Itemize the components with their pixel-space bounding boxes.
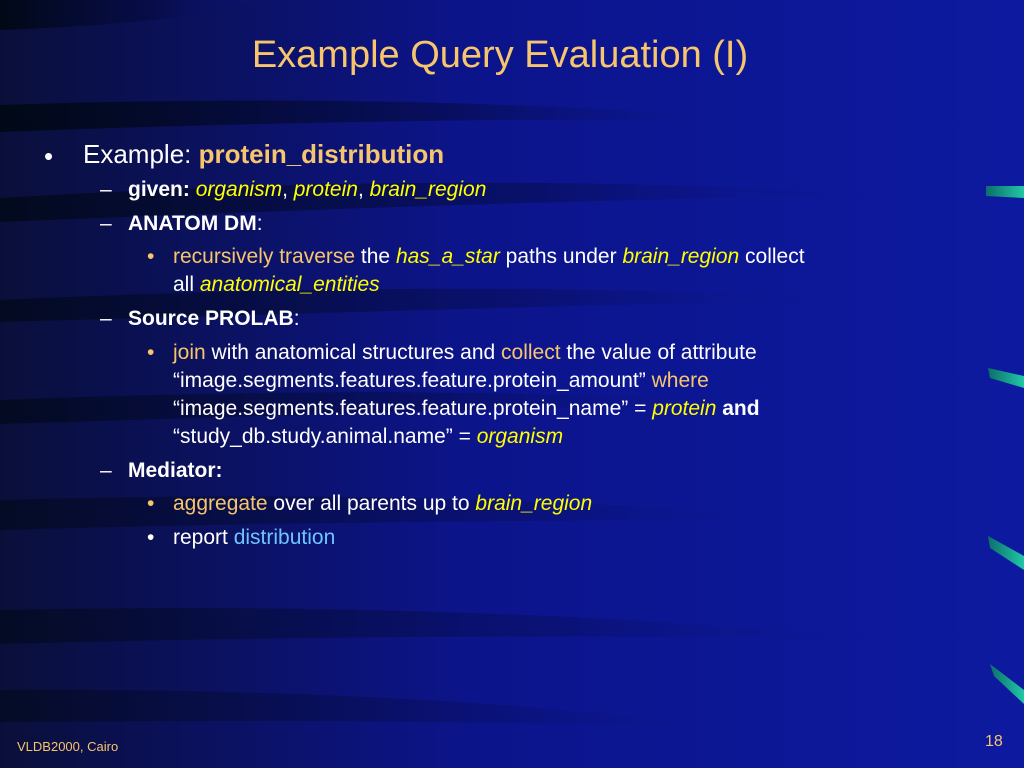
aggregate-verb: aggregate	[173, 492, 268, 515]
anatom-item-line2	[173, 271, 380, 299]
source-label: Source PROLAB	[128, 307, 294, 330]
brain-region-ref: brain_region	[475, 492, 593, 515]
source-colon: :	[293, 307, 300, 330]
anatomical-entities: anatomical_entities	[199, 273, 380, 296]
bullet-marker: •	[147, 341, 155, 364]
organism-ref: organism	[476, 425, 564, 448]
text-fragment: all	[173, 273, 200, 296]
text-fragment: with anatomical structures and	[205, 341, 502, 364]
dash-marker: –	[100, 459, 112, 482]
anatom-item-line1	[173, 243, 805, 271]
report-text: report	[173, 526, 234, 549]
has-a-star: has_a_star	[395, 245, 500, 268]
given-line	[128, 177, 486, 203]
mediator-item1	[173, 490, 592, 518]
text-fragment: the	[355, 245, 396, 268]
slide-title: Example Query Evaluation (I)	[251, 34, 749, 76]
animal-name-attr: “study_db.study.animal.name” =	[173, 425, 477, 448]
anatom-label: ANATOM DM	[128, 212, 257, 235]
text-fragment: over all parents up to	[267, 492, 476, 515]
query-name: protein_distribution	[198, 139, 445, 169]
text-fragment: paths under	[499, 245, 623, 268]
protein-amount-attr: “image.segments.features.feature.protein_amount”	[173, 369, 646, 392]
source-line	[128, 306, 300, 332]
and-keyword: and	[716, 397, 760, 420]
source-item-line1	[173, 339, 757, 367]
anatom-line	[128, 211, 263, 237]
text-fragment: collect	[739, 245, 805, 268]
join-verb: join	[173, 341, 206, 364]
collect-verb: collect	[501, 341, 561, 364]
source-item-line2	[173, 367, 709, 395]
mediator-item2	[173, 524, 335, 552]
protein-ref: protein	[652, 397, 717, 420]
source-item-line3	[173, 395, 760, 423]
bullet-marker: •	[147, 526, 155, 549]
distribution-link: distribution	[233, 526, 336, 549]
page-number: 18	[985, 733, 1003, 750]
anatom-colon: :	[256, 212, 263, 235]
dash-marker: –	[100, 307, 112, 330]
source-item-line4	[173, 423, 563, 451]
bullet-marker: •	[147, 492, 155, 515]
example-label: Example:	[83, 139, 199, 169]
where-keyword: where	[645, 369, 709, 392]
given-brain-region: brain_region	[369, 178, 487, 201]
text-fragment: the value of attribute	[560, 341, 757, 364]
given-comma: ,	[357, 178, 370, 201]
given-organism: organism	[195, 178, 283, 201]
traverse-verb: recursively traverse	[173, 245, 356, 268]
given-label: given:	[128, 178, 190, 201]
bullet-marker: •	[44, 141, 54, 171]
given-protein: protein	[293, 178, 358, 201]
bullet-marker: •	[147, 245, 155, 268]
example-line	[83, 139, 444, 169]
dash-marker: –	[100, 212, 112, 235]
brain-region-ref: brain_region	[622, 245, 740, 268]
footer-conference: VLDB2000, Cairo	[17, 739, 119, 754]
mediator-line	[128, 458, 223, 484]
dash-marker: –	[100, 178, 112, 201]
protein-name-attr: “image.segments.features.feature.protein_name” =	[173, 397, 653, 420]
mediator-label: Mediator:	[128, 459, 223, 482]
given-comma: ,	[282, 178, 294, 201]
